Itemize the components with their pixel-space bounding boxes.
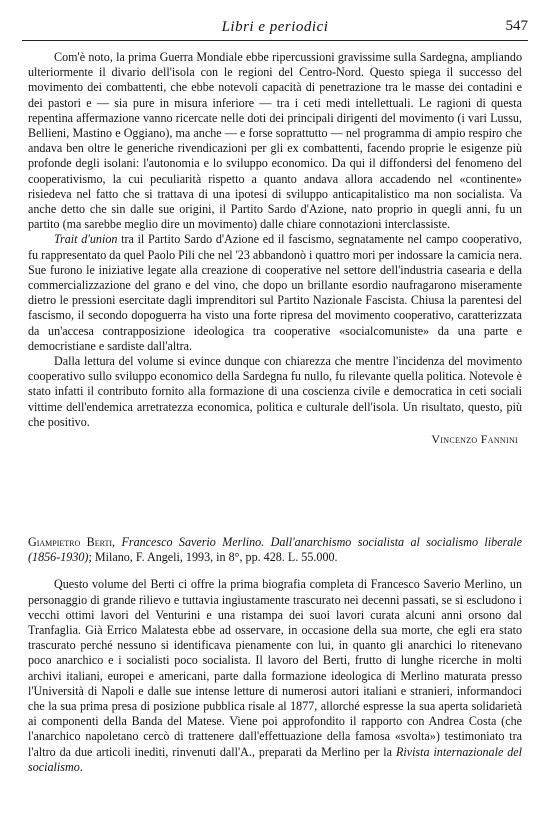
book-author: Giampietro Berti [28,535,113,549]
review1-paragraph-2-text: tra il Partito Sardo d'Azione ed il fascismo, segnatamente nel campo cooperativo, fu rappresentato da quel Paolo Pili che nel '23 abbandonò i quattro mori per indossare la camicia nera. Sue furono le iniziative legate alla creazione di cooperative nel settore dell'industria casearia e della commercializzazione del grano e del vino, che dopo un brillante esordio naufragarono miseramente dietro le pressioni esercitate dagli imprenditori sul Partito Nazionale Fascista. Chiusa la parentesi del fascismo, il secondo dopoguerra ha visto una forte ripresa del movimento cooperativo, caratterizzata da un'accesa contrapposizione ideologica tra cooperative «socialcomuniste» da una parte e democristiane e sardiste dall'altra. [28,232,522,353]
book-title: Francesco Saverio Merlino. Dall'anarchismo socialista al socialismo liberale (1856-1930) [28,535,523,565]
review2-text-end: . [79,759,83,774]
review1-paragraph-2 [28,232,522,354]
review1-paragraph-3: Dalla lettura del volume si evince dunque con chiarezza che mentre l'incidenza del movimento cooperativo sullo sviluppo economico della Sardegna fu nullo, fu rilevante quella politica. Notevole è stato infatti il contributo fornito alla formazione di una coscienza civile e democratica in ceti sociali vittime dell'endemica arretratezza economica, politica e culturale dell'isola. Un risultato, questo, più che positivo. [28,354,522,429]
review-fannini [28,50,522,447]
page-header [22,14,528,41]
trait-d-union-phrase: Trait d'union [54,232,118,247]
page-number: 547 [505,18,528,34]
bibliographic-entry: Giampietro Berti, Francesco Saverio Merlino. Dall'anarchismo socialista al socialismo liberale (1856-1930); Milano, F. Angeli, 1993, in 8°, pp. 428. L. 55.000. [28,535,523,565]
book-details: ; Milano, F. Angeli, 1993, in 8°, pp. 428. L. 55.000. [88,550,338,565]
review2-paragraph-1 [28,577,522,775]
review-berti [28,535,522,775]
review2-text: Questo volume del Berti ci offre la prima biografia completa di Francesco Saverio Merlino, un personaggio di grande rilievo e tuttavia ingiustamente trascurato nei decenni passati, se si escludono i vecchi ottimi lavori del Venturini e una ristampa dei suoi lavori curata alcuni anni orsono dal Tranfaglia. Già Errico Malatesta ebbe ad osservare, in occasione della sua morte, che egli era stato trascurato perché nessuno si identificava pienamente con lui, in quanto gli anarchici lo ritenevano poco anarchico e i socialisti poco socialista. Il lavoro del Berti, frutto di lunghe ricerche in molti archivi italiani, europei e americani, parte dalla formazione ideologica di Merlino maturata presso l'Università di Napoli e dalle sue intense letture di numerosi autori italiani e stranieri, informandoci che la sua prima presa di posizione pubblica risale al 1877, allorché espresse la sua aperta solidarietà ai componenti della Banda del Matese. Viene poi approfondito il rapporto con Andrea Costa (che l'anarchico napoletano cercò di trattenere dall'effettuazione della famosa «svolta») testimoniato tra l'altro da due articoli inediti, rinvenuti dall'A., preparati da Merlino per la [28,577,522,759]
review1-paragraph-1: Com'è noto, la prima Guerra Mondiale ebbe ripercussioni gravissime sulla Sardegna, ampliando ulteriormente il divario dell'isola con le regioni del Centro-Nord. Questo spiega il successo del movimento dei combattenti, che ebbe notevoli capacità di penetrazione tra le masse dei contadini e dei pastori e — sia pure in misura inferiore — tra i ceti medi intellettuali. Le ragioni di questa repentina affermazione vanno ricercate nelle doti dei principali dirigenti del movimento (i vari Lussu, Bellieni, Mastino e Oggiano), ma anche — e forse soprattutto — nel programma di ampio respiro che andava ben oltre le generiche rivendicazioni per gli ex combattenti, facendo proprie le esigenze più profonde degli isolani: l'autonomia e lo sviluppo economico. Da qui il diffondersi del fenomeno del cooperativismo, la cui peculiarità rispetto a quanto andava allora accadendo nel «continente» risiedeva nel fatto che si trattava di una ipotesi di sviluppo anticapitalistico ma non socialista. Va anche detto che sin dalle sue origini, il Partito Sardo d'Azione, nato proprio in quegli anni, fu un partito (ma sarebbe meglio dire un movimento) dalle chiare connotazioni interclassiste. [28,50,522,232]
running-head: Libri e periodici [221,19,329,35]
reviewer-signature: Vincenzo Fannini [431,432,518,447]
journal-title: Rivista internazionale del socialismo [28,744,523,774]
